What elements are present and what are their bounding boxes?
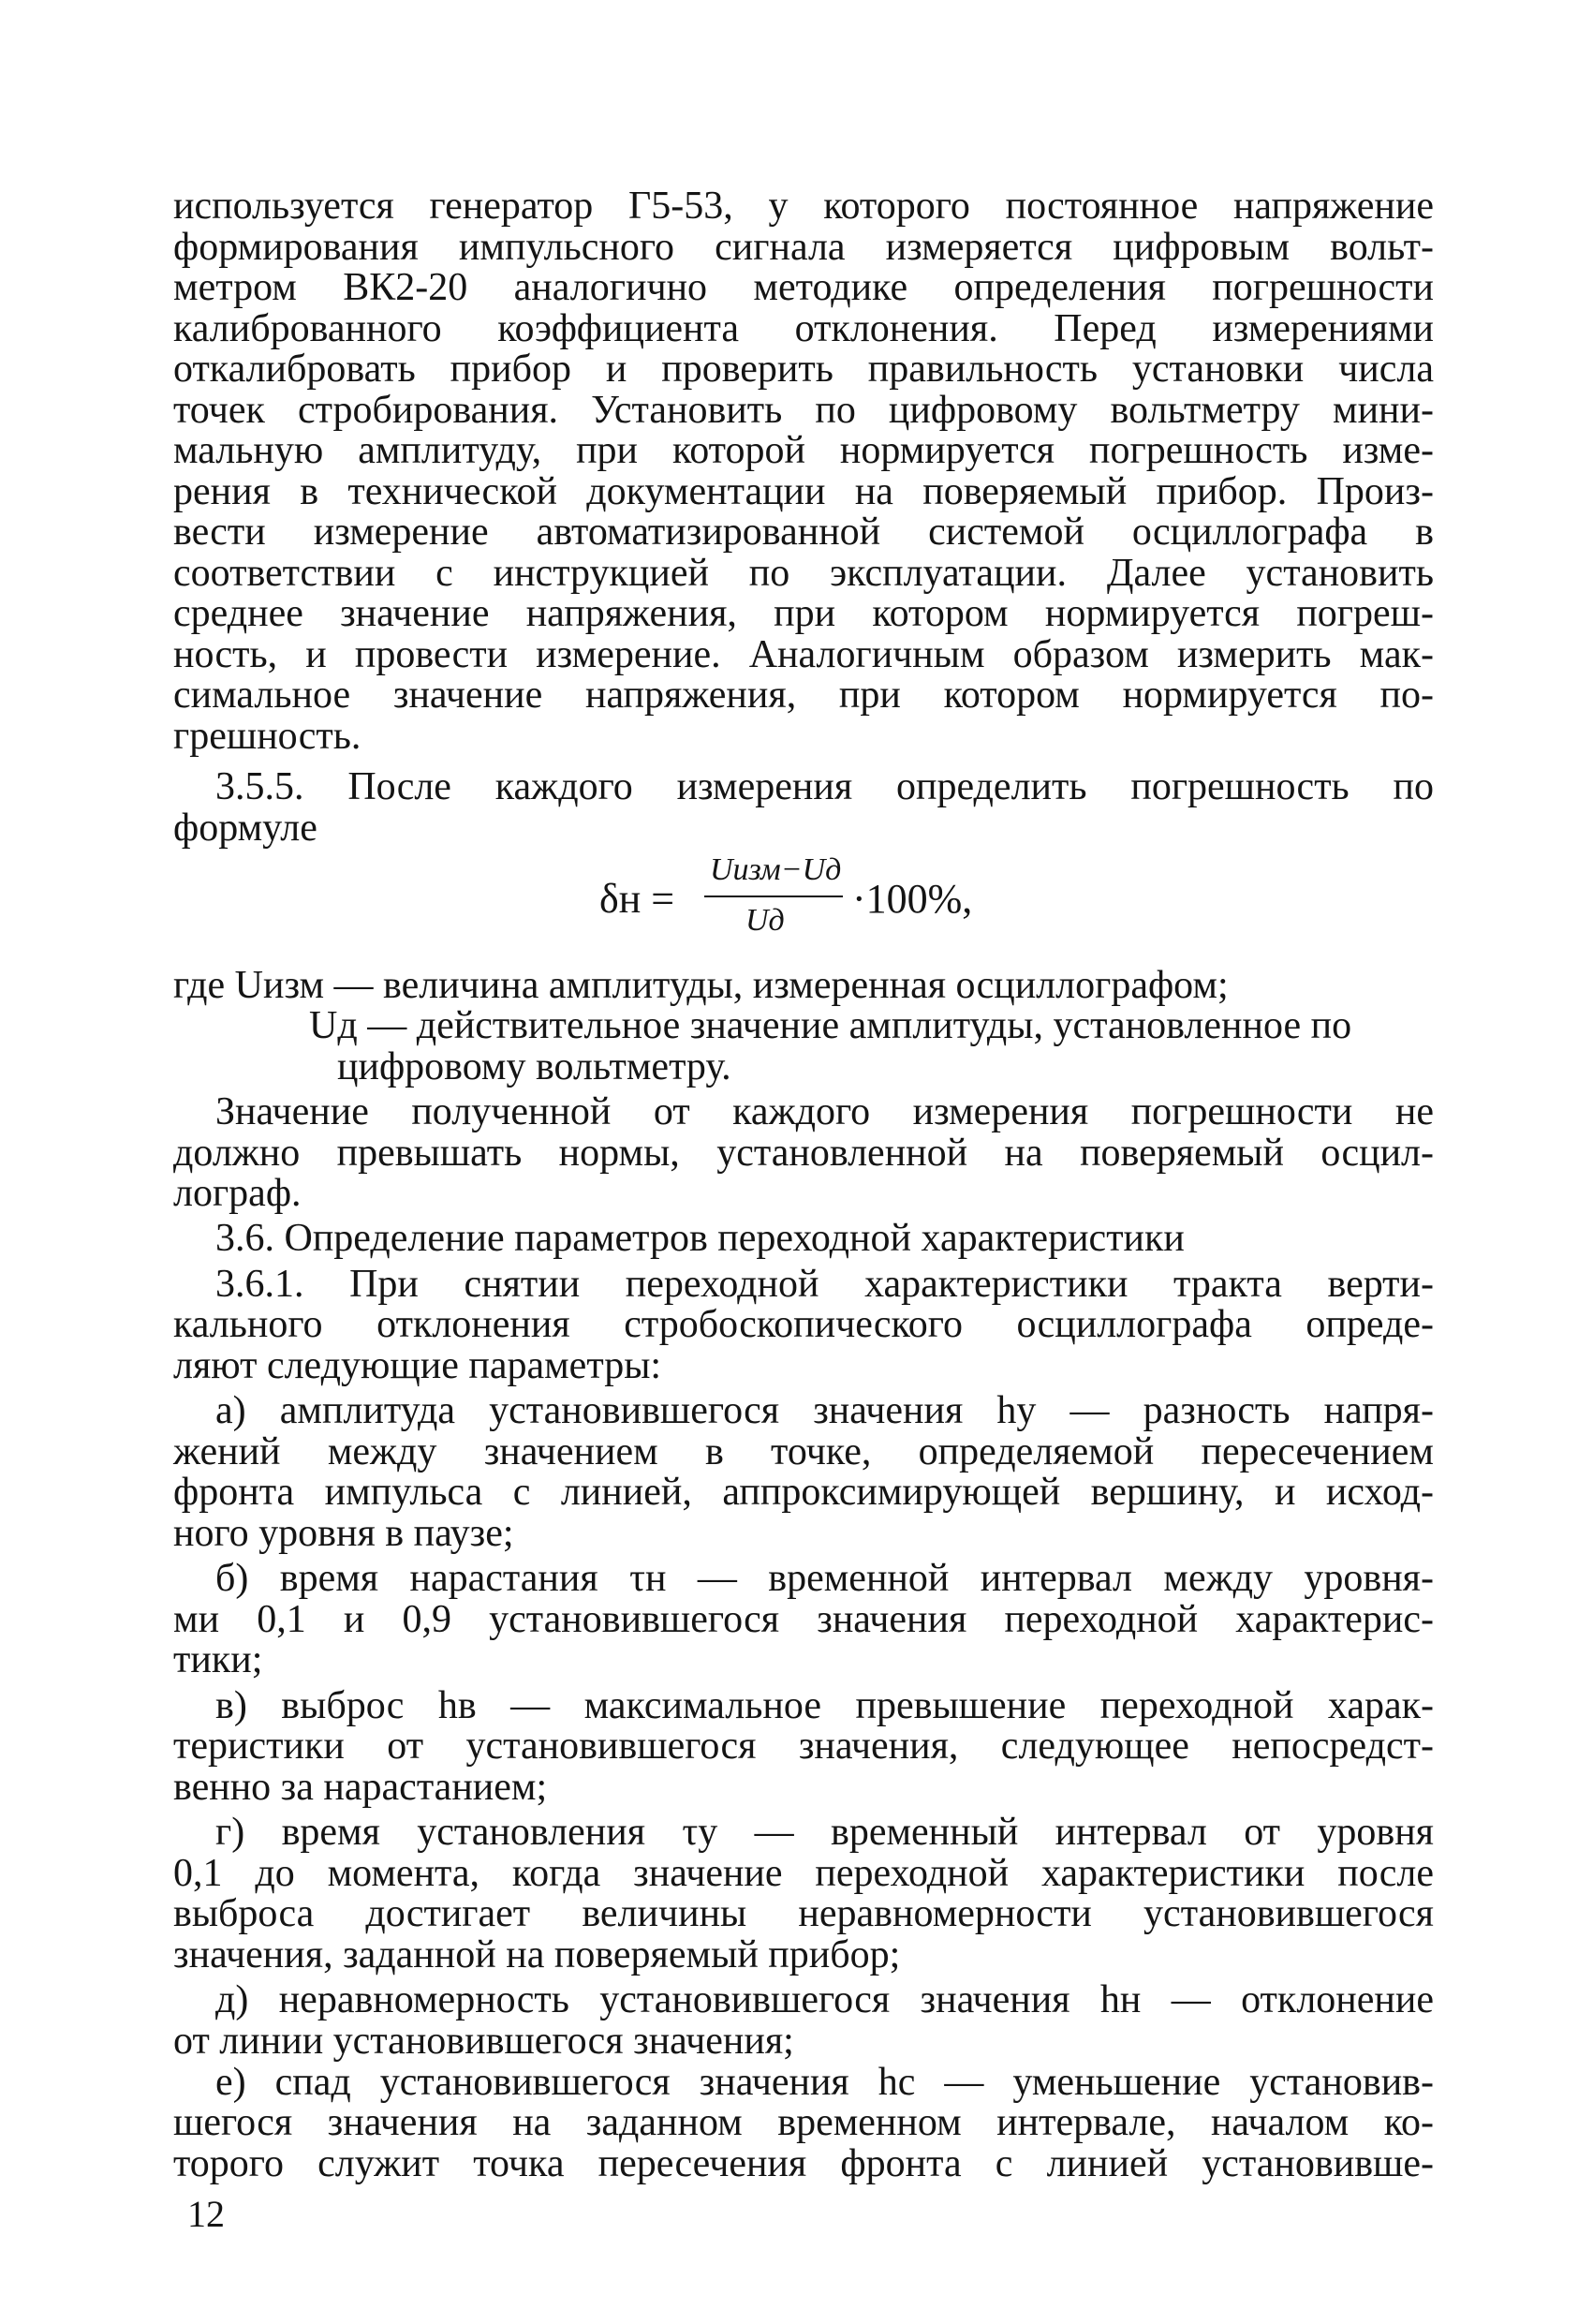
list-item-g: г) время установления τу — временный интервал от уровня — [215, 1811, 1434, 1854]
text-line: мальную амплитуду, при которой нормируется погрешность изме- — [173, 429, 1434, 472]
text-line: значения, заданной на поверяемый прибор; — [173, 1933, 901, 1976]
text-line: должно превышать нормы, установленной на поверяемый осцил- — [173, 1132, 1434, 1175]
section-heading-3-6: 3.6. Определение параметров переходной характеристики — [215, 1217, 1185, 1260]
text-line: лограф. — [173, 1172, 302, 1215]
list-item-a: а) амплитуда установившегося значения hу — разность напря- — [215, 1389, 1434, 1432]
text-line: тики; — [173, 1638, 263, 1681]
text-line: точек стробирования. Установить по цифровому вольтметру мини- — [173, 389, 1434, 432]
text-line: 0,1 до момента, когда значение переходной характеристики после — [173, 1852, 1434, 1895]
text-line: грешность. — [173, 715, 361, 758]
text-line: фронта импульса с линией, аппроксимирующей вершину, и исход- — [173, 1471, 1434, 1514]
formula-lhs: δн = — [599, 876, 675, 922]
where-line: где Uизм — величина амплитуды, измеренная осциллографом; — [173, 964, 1229, 1007]
fraction-bar — [704, 896, 843, 897]
text-line: кального отклонения стробоскопического осциллографа опреде- — [173, 1303, 1434, 1346]
formula-rhs: ·100%, — [852, 876, 973, 922]
text-line: метром ВК2-20 аналогично методике определения погрешности — [173, 266, 1434, 309]
text-line: торого служит точка пересечения фронта с линией установивше- — [173, 2142, 1434, 2185]
text-line: теристики от установившегося значения, следующее непосредст- — [173, 1724, 1434, 1768]
where-line: Uд — действительное значение амплитуды, установленное по — [309, 1004, 1352, 1047]
text-line: ми 0,1 и 0,9 установившегося значения переходной характерис- — [173, 1598, 1434, 1641]
text-line: используется генератор Г5-53, у которого постоянное напряжение — [173, 185, 1434, 228]
list-item-v: в) выброс hв — максимальное превышение переходной харак- — [215, 1684, 1434, 1727]
list-item-b: б) время нарастания τн — временной интервал между уровня- — [215, 1557, 1434, 1600]
page-number: 12 — [187, 2193, 225, 2235]
where-line: цифровому вольтметру. — [337, 1045, 731, 1088]
text-line: от линии установившегося значения; — [173, 2020, 794, 2063]
text-line: формирования импульсного сигнала измеряется цифровым вольт- — [173, 226, 1434, 269]
list-item-e: е) спад установившегося значения hс — уменьшение установив- — [215, 2061, 1434, 2104]
formula-numerator: Uизм−Uд — [710, 852, 842, 887]
text-line: рения в технической документации на поверяемый прибор. Произ- — [173, 470, 1434, 513]
error-formula — [0, 852, 1593, 955]
text-line: формуле — [173, 807, 317, 850]
text-line: симальное значение напряжения, при котором нормируется по- — [173, 674, 1434, 717]
text-line: соответствии с инструкцией по эксплуатации. Далее установить — [173, 552, 1434, 595]
text-line: жений между значением в точке, определяемой пересечением — [173, 1430, 1434, 1473]
text-line: Значение полученной от каждого измерения погрешности не — [215, 1090, 1434, 1133]
text-line: ляют следующие параметры: — [173, 1344, 662, 1387]
text-line: ность, и провести измерение. Аналогичным образом измерить мак- — [173, 633, 1434, 676]
text-line: вести измерение автоматизированной системой осциллографа в — [173, 511, 1434, 554]
text-line: выброса достигает величины неравномерности установившегося — [173, 1892, 1434, 1935]
formula-denominator: Uд — [745, 903, 785, 938]
section-3-5-5: 3.5.5. После каждого измерения определить погрешность по — [215, 765, 1434, 808]
text-line: шегося значения на заданном временном интервале, началом ко- — [173, 2101, 1434, 2144]
text-line: ного уровня в паузе; — [173, 1512, 514, 1555]
text-line: калиброванного коэффициента отклонения. Перед измерениями — [173, 307, 1434, 350]
text-line: откалибровать прибор и проверить правильность установки числа — [173, 348, 1434, 391]
list-item-d: д) неравномерность установившегося значения hн — отклонение — [215, 1978, 1434, 2021]
section-3-6-1: 3.6.1. При снятии переходной характеристики тракта верти- — [215, 1263, 1434, 1306]
text-line: венно за нарастанием; — [173, 1766, 548, 1809]
text-line: среднее значение напряжения, при котором нормируется погреш- — [173, 592, 1434, 635]
